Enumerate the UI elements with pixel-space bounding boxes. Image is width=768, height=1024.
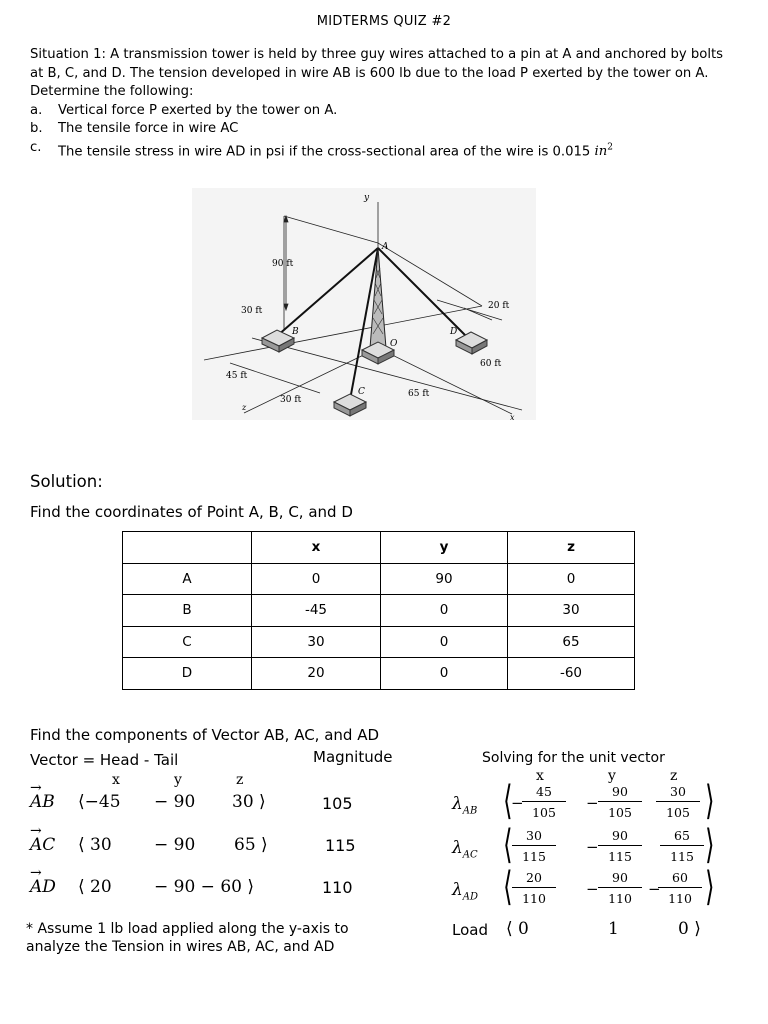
sign-ad-y: − — [586, 880, 599, 898]
numerator: 30 — [670, 784, 686, 799]
table-cell: 30 — [252, 626, 381, 658]
lambda-subscript: AB — [462, 805, 478, 817]
vector-name-text: AC — [30, 835, 56, 855]
sign-ad-z: − — [648, 880, 661, 898]
fraction-ad-y — [598, 870, 642, 906]
numerator: 60 — [672, 870, 688, 885]
question-letter: c. — [30, 139, 42, 155]
table-header-row — [123, 532, 635, 564]
table-cell: -60 — [508, 658, 635, 690]
unit-axis-x: x — [536, 768, 544, 784]
numerator: 20 — [526, 870, 542, 885]
situation-text: Situation 1: A transmission tower is held by three guy wires attached to a pin at A and anchored by bolts at B, C, and D. The tension developed in wire AB is 600 lb due to the load P exerted by the tower on A. Determine the following: — [30, 47, 724, 99]
vector-ab-y: − 90 — [154, 792, 196, 812]
table-row — [123, 626, 635, 658]
question-letter: b. — [30, 121, 43, 136]
vector-formula: Vector = Head - Tail — [30, 751, 179, 769]
area-unit-exponent: 2 — [607, 142, 613, 153]
table-cell: 65 — [508, 626, 635, 658]
left-bracket: ⟨ — [503, 822, 513, 868]
label-o: O — [390, 339, 398, 349]
axis-label-z: z — [236, 772, 244, 788]
dim-label-90: 90 ft — [272, 259, 294, 269]
table-header-cell: y — [381, 532, 508, 564]
table-cell: 30 — [508, 595, 635, 627]
question-b — [30, 120, 732, 139]
numerator: 90 — [612, 870, 628, 885]
dim-label-20: 20 ft — [488, 301, 510, 311]
question-letter: a. — [30, 102, 43, 118]
vectors-heading: Find the components of Vector AB, AC, and AD — [30, 726, 380, 744]
vector-ad-yz: − 90 − 60 ⟩ — [154, 877, 254, 897]
fraction-ac-x — [512, 828, 556, 864]
dim-label-45: 45 ft — [226, 371, 248, 381]
numerator: 90 — [612, 784, 628, 799]
table-cell: 0 — [381, 626, 508, 658]
table-cell: 0 — [381, 658, 508, 690]
axis-label-y: y — [174, 772, 182, 788]
area-unit-base: in — [594, 143, 608, 159]
question-text-body: The tensile stress in wire AD in psi if the cross-sectional area of the wire is 0.015 — [58, 143, 591, 159]
vector-ac-name: → AC — [30, 823, 56, 855]
dim-label-30a: 30 ft — [241, 306, 263, 316]
unit-axis-z: z — [670, 768, 678, 784]
tower-diagram — [192, 188, 536, 420]
vector-ab-name: → AB — [30, 780, 55, 812]
denominator: 110 — [668, 891, 692, 906]
load-x: ⟨ 0 — [506, 919, 529, 939]
table-cell: A — [123, 563, 252, 595]
table-header-cell: x — [252, 532, 381, 564]
vector-ac-magnitude: 115 — [325, 836, 356, 855]
dim-label-30b: 30 ft — [280, 395, 302, 405]
fraction-ab-z — [656, 784, 700, 820]
right-bracket: ⟩ — [705, 778, 715, 824]
label-a: A — [382, 242, 389, 252]
vector-ac-x: ⟨ 30 — [78, 835, 112, 855]
vector-ab-x: ⟨−45 — [78, 792, 121, 812]
denominator: 115 — [670, 849, 694, 864]
fraction-ac-y — [598, 828, 642, 864]
label-y: y — [364, 193, 370, 203]
axis-label-x: x — [112, 772, 120, 788]
question-text — [58, 139, 613, 162]
numerator: 65 — [674, 828, 690, 843]
magnitude-label: Magnitude — [313, 748, 393, 766]
numerator: 30 — [526, 828, 542, 843]
denominator: 105 — [532, 805, 556, 820]
vector-ad-x: ⟨ 20 — [78, 877, 112, 897]
vector-ac-y: − 90 — [154, 835, 196, 855]
label-b: B — [292, 327, 299, 337]
left-bracket: ⟨ — [503, 864, 513, 910]
numerator: 45 — [536, 784, 552, 799]
table-cell: 0 — [381, 595, 508, 627]
denominator: 105 — [608, 805, 632, 820]
table-row — [123, 563, 635, 595]
table-cell: -45 — [252, 595, 381, 627]
right-bracket: ⟩ — [705, 864, 715, 910]
table-cell: 0 — [252, 563, 381, 595]
denominator: 105 — [666, 805, 690, 820]
table-cell: 20 — [252, 658, 381, 690]
page-title: MIDTERMS QUIZ #2 — [316, 14, 452, 29]
right-bracket: ⟩ — [705, 822, 715, 868]
table-cell: C — [123, 626, 252, 658]
label-x: x — [510, 413, 515, 420]
vector-ad-name: → AD — [30, 865, 56, 897]
unit-axis-y: y — [608, 768, 616, 784]
table-cell: B — [123, 595, 252, 627]
label-d: D — [450, 327, 458, 337]
vector-ab-z: 30 ⟩ — [232, 792, 266, 812]
assumption-note: * Assume 1 lb load applied along the y-axis to analyze the Tension in wires AB, AC, and AD — [26, 921, 349, 955]
fraction-ad-z — [658, 870, 702, 906]
solution-heading: Solution: — [30, 472, 103, 491]
lambda-subscript: AD — [462, 891, 479, 903]
load-y: 1 — [608, 919, 619, 939]
table-row — [123, 595, 635, 627]
vector-name-text: AB — [30, 792, 55, 812]
vector-ab-magnitude: 105 — [322, 794, 353, 813]
figure-background — [192, 188, 536, 420]
question-c — [30, 139, 732, 162]
denominator: 110 — [608, 891, 632, 906]
denominator: 115 — [522, 849, 546, 864]
sign-ab-x: − — [511, 794, 524, 812]
table-header-cell: z — [508, 532, 635, 564]
sign-ab-y: − — [586, 794, 599, 812]
problem-statement — [30, 46, 732, 161]
load-z: 0 ⟩ — [678, 919, 701, 939]
vector-name-text: AD — [30, 877, 56, 897]
numerator: 90 — [612, 828, 628, 843]
vector-ac-z: 65 ⟩ — [234, 835, 268, 855]
table-header-cell — [123, 532, 252, 564]
load-label: Load — [452, 921, 488, 939]
fraction-ad-x — [512, 870, 556, 906]
lambda-ab: $\lambda_{AB}$ — [452, 794, 478, 817]
lambda-ad: $\lambda_{AD}$ — [452, 880, 479, 903]
coord-heading: Find the coordinates of Point A, B, C, and D — [30, 503, 353, 521]
lambda-ac: $\lambda_{AC}$ — [452, 838, 478, 861]
label-z: z — [242, 403, 247, 412]
question-a — [30, 102, 732, 121]
area-unit — [595, 144, 613, 159]
vector-ad-magnitude: 110 — [322, 878, 353, 897]
left-bracket: ⟨ — [503, 778, 513, 824]
table-cell: D — [123, 658, 252, 690]
sign-ac-y: − — [586, 838, 599, 856]
fraction-ab-y — [598, 784, 642, 820]
dim-label-60: 60 ft — [480, 359, 502, 369]
label-c: C — [358, 387, 365, 397]
fraction-ac-z — [660, 828, 704, 864]
question-text: The tensile force in wire AC — [58, 121, 239, 136]
lambda-subscript: AC — [462, 849, 478, 861]
denominator: 110 — [522, 891, 546, 906]
table-row — [123, 658, 635, 690]
table-cell: 90 — [381, 563, 508, 595]
question-text: Vertical force P exerted by the tower on A. — [58, 102, 338, 118]
fraction-ab-x — [522, 784, 566, 820]
table-cell: 0 — [508, 563, 635, 595]
denominator: 115 — [608, 849, 632, 864]
coordinates-table — [122, 531, 635, 690]
dim-label-65: 65 ft — [408, 389, 430, 399]
unit-vector-heading: Solving for the unit vector — [482, 750, 665, 766]
